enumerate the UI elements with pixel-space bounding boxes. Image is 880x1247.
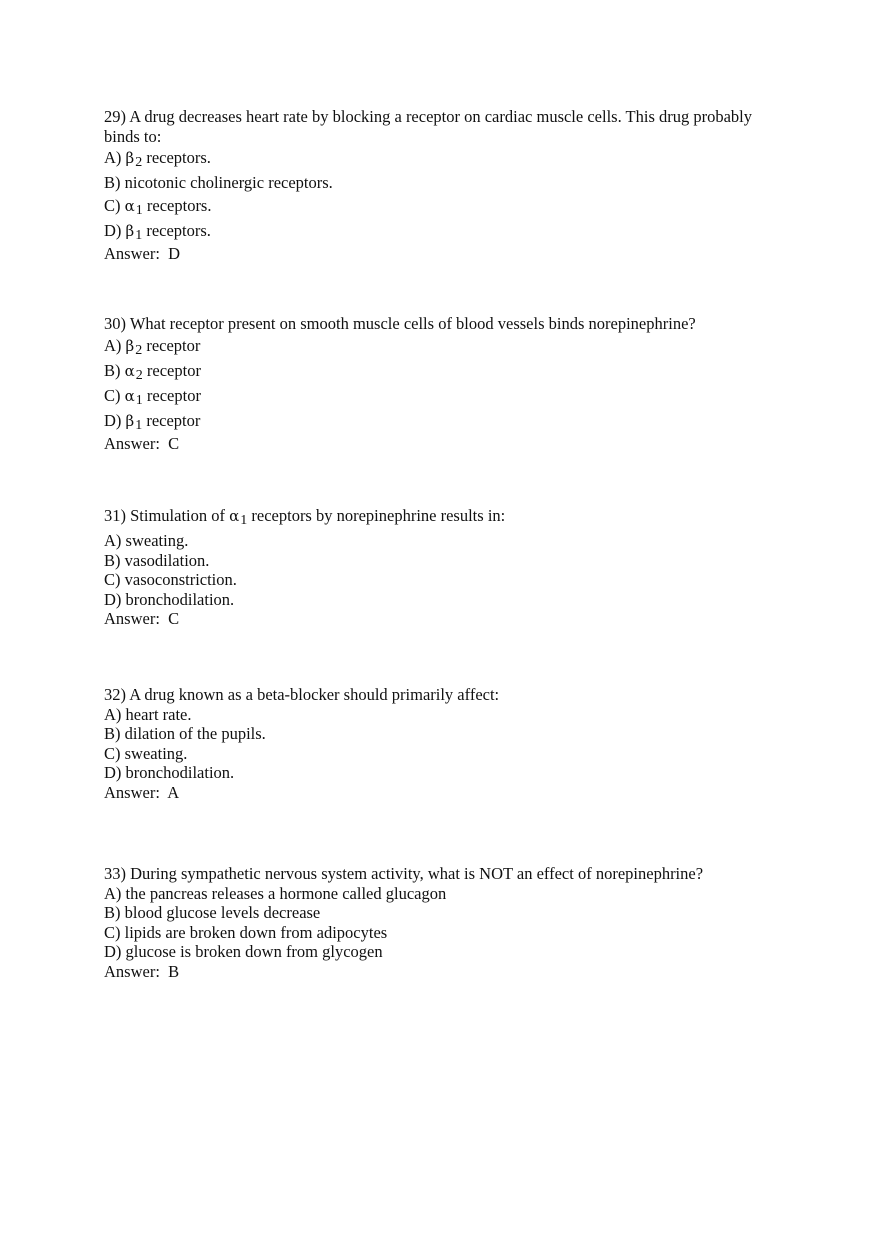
- option-text: the pancreas releases a hormone called glucagon: [125, 883, 447, 903]
- question-30: [104, 314, 754, 453]
- option-d: [104, 763, 754, 783]
- option-text: lipids are broken down from adipocytes: [124, 922, 388, 942]
- subscript: 2: [135, 367, 143, 383]
- question-number: 32): [104, 685, 126, 704]
- option-letter: D): [104, 221, 122, 241]
- option-d: [104, 220, 754, 244]
- option-letter: A): [104, 148, 122, 168]
- option-text: dilation of the pupils.: [124, 724, 266, 744]
- option-letter: A): [104, 704, 122, 724]
- option-text: receptors.: [146, 221, 211, 241]
- option-c: [104, 744, 754, 764]
- question-number: 29): [104, 107, 126, 126]
- option-b: [104, 360, 754, 384]
- subscript: 1: [135, 392, 143, 408]
- option-b: [104, 724, 754, 744]
- answer-line: [104, 962, 754, 982]
- option-text: bronchodilation.: [125, 763, 235, 783]
- option-a: [104, 147, 754, 171]
- option-letter: A): [104, 335, 122, 355]
- greek-symbol: β: [125, 222, 135, 241]
- answer-label: Answer:: [104, 433, 160, 453]
- option-letter: A): [104, 531, 122, 550]
- option-letter: C): [104, 570, 121, 590]
- answer-label: Answer:: [104, 244, 160, 264]
- option-a: [104, 884, 754, 904]
- answer-label: Answer:: [104, 961, 160, 981]
- option-letter: B): [104, 550, 121, 570]
- greek-symbol: α: [229, 507, 240, 525]
- subscript: 2: [135, 155, 143, 171]
- option-c: [104, 385, 754, 409]
- option-b: [104, 903, 754, 923]
- question-text-cont: receptors by norepinephrine results in:: [251, 506, 506, 525]
- option-text: glucose is broken down from glycogen: [125, 942, 383, 962]
- option-text: receptor: [146, 385, 201, 405]
- option-d: [104, 942, 754, 962]
- option-text: blood glucose levels decrease: [124, 903, 321, 923]
- question-number: 30): [104, 314, 126, 333]
- option-a: [104, 705, 754, 725]
- subscript: 1: [240, 513, 248, 528]
- option-text: nicotonic cholinergic receptors.: [124, 173, 333, 193]
- option-text: receptors.: [146, 196, 212, 216]
- greek-symbol: α: [124, 361, 135, 380]
- option-text: heart rate.: [125, 704, 192, 724]
- option-letter: A): [104, 883, 122, 903]
- option-letter: C): [104, 196, 121, 216]
- question-stem: [104, 864, 754, 884]
- greek-symbol: β: [125, 411, 135, 430]
- option-c: [104, 570, 754, 590]
- option-letter: D): [104, 763, 122, 783]
- answer-line: [104, 783, 754, 803]
- option-text: receptor: [146, 410, 201, 430]
- subscript: 1: [135, 228, 143, 244]
- option-text: vasodilation.: [124, 550, 210, 570]
- option-letter: C): [104, 922, 121, 942]
- answer-value: C: [168, 433, 180, 453]
- question-stem: [104, 505, 754, 529]
- option-d: [104, 590, 754, 610]
- answer-line: [104, 609, 754, 629]
- answer-label: Answer:: [104, 782, 160, 802]
- answer-value: A: [167, 782, 180, 802]
- answer-value: B: [168, 961, 180, 981]
- option-c: [104, 923, 754, 943]
- option-letter: B): [104, 903, 121, 923]
- option-letter: D): [104, 589, 122, 609]
- answer-value: C: [168, 609, 180, 629]
- question-text: A drug decreases heart rate by blocking a receptor on cardiac muscle cells. This drug probably binds to:: [104, 107, 753, 146]
- answer-line: [104, 244, 754, 264]
- question-number: 31): [104, 506, 126, 525]
- question-stem: [104, 107, 754, 146]
- answer-label: Answer:: [104, 609, 160, 629]
- question-32: [104, 685, 754, 803]
- option-text: bronchodilation.: [125, 589, 235, 609]
- question-29: [104, 107, 754, 264]
- option-d: [104, 410, 754, 434]
- greek-symbol: α: [124, 197, 135, 216]
- question-stem: [104, 685, 754, 705]
- question-text: What receptor present on smooth muscle cells of blood vessels binds norepinephrine?: [129, 314, 696, 333]
- option-text: receptor: [146, 335, 201, 355]
- option-letter: B): [104, 724, 121, 744]
- option-b: [104, 172, 754, 194]
- subscript: 1: [135, 203, 143, 219]
- greek-symbol: β: [125, 149, 135, 168]
- option-text: receptors.: [146, 148, 211, 168]
- option-letter: B): [104, 360, 121, 380]
- option-letter: D): [104, 410, 122, 430]
- question-stem: [104, 314, 754, 334]
- subscript: 2: [135, 342, 143, 358]
- question-number: 33): [104, 864, 126, 883]
- option-a: [104, 531, 754, 551]
- option-text: sweating.: [125, 531, 189, 550]
- option-letter: D): [104, 942, 122, 962]
- greek-symbol: β: [125, 336, 135, 355]
- option-text: receptor: [146, 360, 201, 380]
- option-letter: C): [104, 385, 121, 405]
- option-letter: B): [104, 173, 121, 193]
- answer-value: D: [168, 244, 181, 264]
- option-a: [104, 335, 754, 359]
- question-text: During sympathetic nervous system activity, what is NOT an effect of norepinephrine?: [130, 864, 704, 883]
- question-text: Stimulation of: [130, 506, 225, 525]
- question-31: [104, 505, 754, 629]
- question-text: A drug known as a beta-blocker should primarily affect:: [129, 685, 500, 704]
- greek-symbol: α: [124, 386, 135, 405]
- option-text: vasoconstriction.: [124, 570, 237, 590]
- option-letter: C): [104, 743, 121, 763]
- question-33: [104, 864, 754, 982]
- option-text: sweating.: [124, 743, 188, 763]
- subscript: 1: [135, 417, 143, 433]
- option-c: [104, 195, 754, 219]
- answer-line: [104, 434, 754, 454]
- option-b: [104, 551, 754, 571]
